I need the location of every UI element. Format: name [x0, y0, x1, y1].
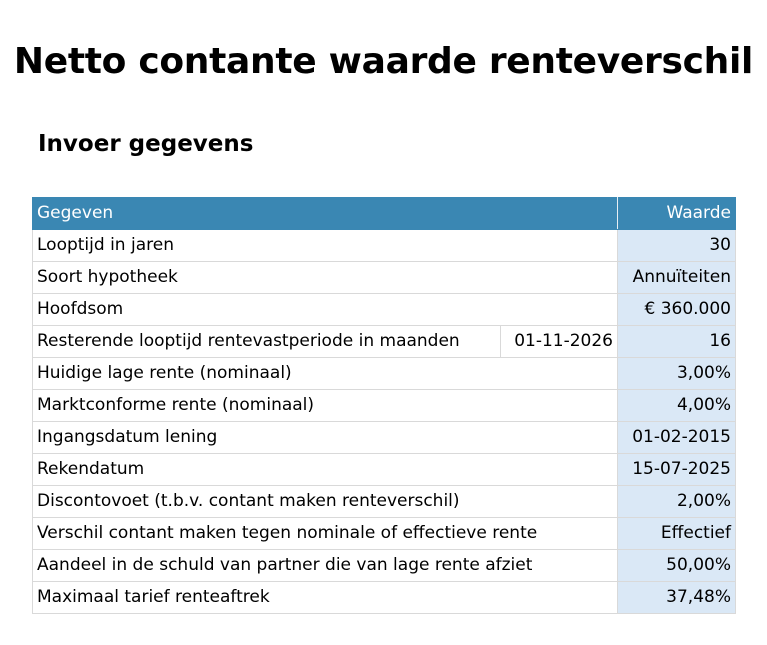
table-row-hoofdsom: [33, 294, 736, 326]
row-label: Resterende looptijd rentevastperiode in maanden: [33, 326, 501, 358]
table-row-soort-hypotheek: [33, 262, 736, 294]
input-data-table: [32, 197, 736, 614]
row-label: Soort hypotheek: [33, 262, 618, 294]
row-value-maximaal-tarief[interactable]: 37,48%: [618, 582, 736, 614]
table-row-huidige-rente: [33, 358, 736, 390]
row-value-marktconforme-rente[interactable]: 4,00%: [618, 390, 736, 422]
row-value-ingangsdatum[interactable]: 01-02-2015: [618, 422, 736, 454]
table-row-discontovoet: [33, 486, 736, 518]
row-value-soort-hypotheek[interactable]: Annuïteiten: [618, 262, 736, 294]
row-value-verschil-contant[interactable]: Effectief: [618, 518, 736, 550]
page-title: Netto contante waarde renteverschil: [13, 41, 754, 82]
row-value-rekendatum[interactable]: 15-07-2025: [618, 454, 736, 486]
table-row-maximaal-tarief: [33, 582, 736, 614]
table-row-verschil-contant: [33, 518, 736, 550]
row-extra-einddatum: 01-11-2026: [501, 326, 618, 358]
row-value-resterende-looptijd[interactable]: 16: [618, 326, 736, 358]
row-label: Ingangsdatum lening: [33, 422, 618, 454]
row-label: Huidige lage rente (nominaal): [33, 358, 618, 390]
row-label: Maximaal tarief renteaftrek: [33, 582, 618, 614]
row-label: Marktconforme rente (nominaal): [33, 390, 618, 422]
row-label: Looptijd in jaren: [33, 230, 618, 262]
row-value-hoofdsom[interactable]: € 360.000: [618, 294, 736, 326]
row-value-discontovoet[interactable]: 2,00%: [618, 486, 736, 518]
table-row-ingangsdatum: [33, 422, 736, 454]
row-label: Rekendatum: [33, 454, 618, 486]
table-row-aandeel-schuld: [33, 550, 736, 582]
section-title: Invoer gegevens: [38, 131, 254, 157]
header-gegeven: Gegeven: [33, 198, 618, 230]
table-header-row: [33, 198, 736, 230]
table-row-looptijd: [33, 230, 736, 262]
row-value-huidige-rente[interactable]: 3,00%: [618, 358, 736, 390]
row-label: Hoofdsom: [33, 294, 618, 326]
row-label: Verschil contant maken tegen nominale of effectieve rente: [33, 518, 618, 550]
row-label: Aandeel in de schuld van partner die van lage rente afziet: [33, 550, 618, 582]
table-row-rekendatum: [33, 454, 736, 486]
row-value-looptijd[interactable]: 30: [618, 230, 736, 262]
row-value-aandeel-schuld[interactable]: 50,00%: [618, 550, 736, 582]
table-row-resterende-looptijd: [33, 326, 736, 358]
header-waarde: Waarde: [618, 198, 736, 230]
row-label: Discontovoet (t.b.v. contant maken renteverschil): [33, 486, 618, 518]
table-row-marktconforme-rente: [33, 390, 736, 422]
